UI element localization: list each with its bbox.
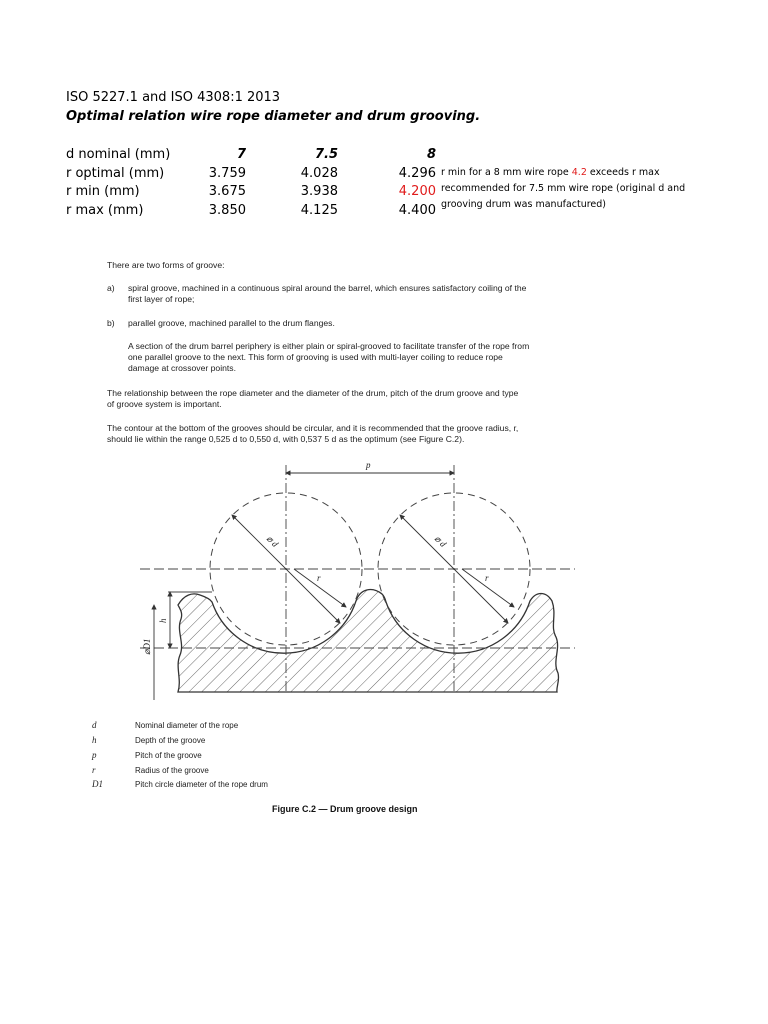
key-description: Pitch of the groove <box>135 751 202 760</box>
spiral-groove-text-cont: first layer of rope; <box>128 294 195 304</box>
cell-r-min-8-highlighted: 4.200 <box>398 184 436 199</box>
paragraph-line: of groove system is important. <box>107 399 222 409</box>
diameter-label-left: ⌀ d <box>264 533 281 550</box>
paragraph-line: The relationship between the rope diameter and the diameter of the drum, pitch of the drum groove and type <box>107 388 519 398</box>
radius-label-left: r <box>317 573 321 583</box>
row-label-r-max: r max (mm) <box>66 203 144 218</box>
document-subtitle: Optimal relation wire rope diameter and drum grooving. <box>66 109 481 124</box>
comparison-note <box>441 165 685 213</box>
row-label-r-optimal: r optimal (mm) <box>66 166 165 181</box>
note-text: exceeds r max <box>586 167 660 178</box>
key-description: Radius of the groove <box>135 766 209 775</box>
paragraph-line: one parallel groove to the next. This form of grooving is used with multi-layer coiling to reduce rope <box>128 352 503 362</box>
figure-caption: Figure C.2 — Drum groove design <box>272 804 418 814</box>
note-text: r min for a 8 mm wire rope <box>441 167 572 178</box>
cell-r-min-7: 3.675 <box>208 184 246 199</box>
cell-r-max-7: 3.850 <box>208 203 246 218</box>
key-symbol: p <box>92 750 97 760</box>
list-marker-a: a) <box>107 283 115 293</box>
standard-reference: ISO 5227.1 and ISO 4308:1 2013 <box>66 90 281 105</box>
diameter-label-right: ⌀ d <box>432 533 449 550</box>
key-description: Depth of the groove <box>135 736 206 745</box>
key-symbol: h <box>92 735 97 745</box>
cell-d-7: 7 <box>236 147 246 162</box>
paragraph-line: should lie within the range 0,525 d to 0,550 d, with 0,537 5 d as the optimum (see Figure C.2). <box>107 434 465 444</box>
cell-r-optimal-7: 3.759 <box>208 166 246 181</box>
cell-r-max-7-5: 4.125 <box>300 203 338 218</box>
row-label-r-min: r min (mm) <box>66 184 140 199</box>
cell-d-8: 8 <box>426 147 436 162</box>
key-symbol: D1 <box>92 779 103 789</box>
depth-label: h <box>158 618 168 623</box>
row-label-d-nominal: d nominal (mm) <box>66 147 171 162</box>
note-line-2: recommended for 7.5 mm wire rope (original d and <box>441 183 686 194</box>
spiral-groove-text: spiral groove, machined in a continuous spiral around the barrel, which ensures satisfactory coiling of the <box>128 283 527 293</box>
key-description: Pitch circle diameter of the rope drum <box>135 780 268 789</box>
excerpt-intro: There are two forms of groove: <box>107 260 225 270</box>
cell-r-max-8: 4.400 <box>398 203 436 218</box>
cell-r-optimal-7-5: 4.028 <box>300 166 338 181</box>
pitch-label: p <box>366 460 371 470</box>
cell-r-min-7-5: 3.938 <box>300 184 338 199</box>
drum-section-hatched <box>178 590 559 692</box>
note-highlight-value: 4.2 <box>571 167 587 178</box>
paragraph-line: The contour at the bottom of the grooves should be circular, and it is recommended that the groove radius, r, <box>107 423 519 433</box>
note-line-3: grooving drum was manufactured) <box>441 199 607 210</box>
key-description: Nominal diameter of the rope <box>135 721 239 730</box>
paragraph-line: A section of the drum barrel periphery is either plain or spiral-grooved to facilitate transfer of the rope from <box>128 341 530 351</box>
paragraph-line: damage at crossover points. <box>128 363 236 373</box>
key-symbol: d <box>92 720 97 730</box>
radius-label-right: r <box>485 573 489 583</box>
drum-groove-diagram <box>120 455 580 710</box>
list-marker-b: b) <box>107 318 115 328</box>
note-line-1 <box>441 165 685 181</box>
cell-d-7-5: 7.5 <box>314 147 338 162</box>
pitch-circle-label: ⌀D1 <box>142 638 152 655</box>
cell-r-optimal-8: 4.296 <box>398 166 436 181</box>
parallel-groove-text: parallel groove, machined parallel to the drum flanges. <box>128 318 335 328</box>
key-symbol: r <box>92 765 96 775</box>
